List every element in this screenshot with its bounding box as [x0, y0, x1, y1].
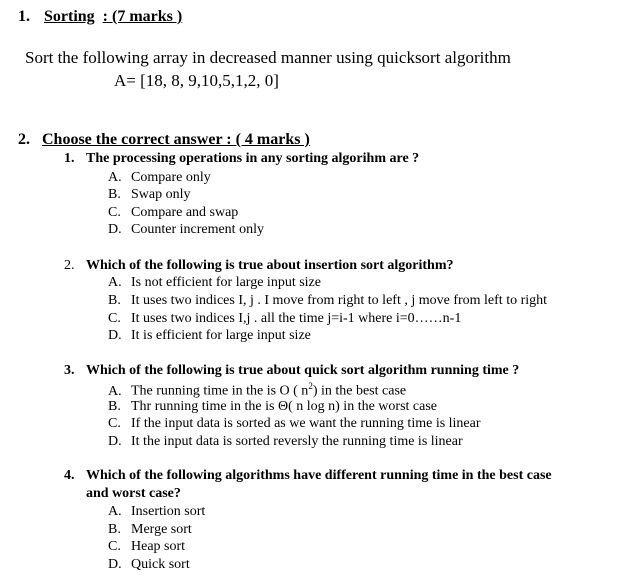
q4-option-a — [108, 504, 205, 520]
q2-option-a — [108, 275, 321, 291]
q3-option-c — [108, 416, 481, 432]
q2-option-b — [108, 293, 547, 309]
option-letter: A. — [108, 383, 122, 399]
option-letter: D. — [108, 222, 122, 237]
section2-number: 2. — [18, 131, 30, 148]
question-text: The processing operations in any sorting algorihm are ? — [86, 151, 420, 166]
section2-title: Choose the correct answer : ( 4 marks ) — [42, 131, 310, 148]
question-number: 2. — [64, 258, 75, 273]
question-text: Which of the following is true about quick sort algorithm running time ? — [86, 363, 520, 378]
option-letter: D. — [108, 434, 122, 449]
option-text: Heap sort — [131, 539, 186, 554]
q3-option-a — [108, 381, 406, 400]
option-letter: B. — [108, 399, 121, 414]
option-letter: A. — [108, 504, 122, 519]
option-letter: C. — [108, 205, 121, 220]
option-text: Counter increment only — [131, 222, 264, 237]
option-text: If the input data is sorted as we want the running time is linear — [131, 416, 481, 431]
q1-option-b — [108, 187, 191, 203]
q3-option-d — [108, 434, 463, 450]
option-text: It is efficient for large input size — [131, 328, 311, 343]
option-text: Is not efficient for large input size — [131, 275, 321, 290]
option-letter: A. — [108, 170, 122, 185]
section1-marks: : (7 marks ) — [102, 8, 183, 25]
q4-option-b — [108, 522, 192, 538]
question-number: 3. — [64, 363, 75, 378]
question-text: Which of the following is true about insertion sort algorithm? — [86, 258, 454, 273]
question-number: 1. — [64, 151, 75, 166]
option-letter: C. — [108, 311, 121, 326]
option-text: Swap only — [131, 187, 191, 202]
question-4-line2: and worst case? — [86, 486, 181, 501]
option-letter: B. — [108, 293, 121, 308]
question-3 — [64, 363, 519, 379]
option-text-post: ) in the best case — [312, 383, 407, 399]
option-text: Merge sort — [131, 522, 192, 537]
option-text: Compare only — [131, 170, 211, 185]
question-4 — [64, 468, 552, 484]
option-text-pre: The running time in the is O ( n — [131, 383, 309, 399]
section1-number: 1. — [18, 8, 30, 25]
section2-heading — [18, 131, 310, 149]
option-text: Insertion sort — [131, 504, 206, 519]
section1-heading — [18, 8, 182, 26]
option-text: It the input data is sorted reversly the running time is linear — [131, 434, 463, 449]
option-text: It uses two indices I,j . all the time j=i-1 where i=0……n-1 — [131, 311, 462, 326]
question-text-line1: Which of the following algorithms have different running time in the best case — [86, 468, 552, 483]
section1-instruction: Sort the following array in decreased manner using quicksort algorithm — [25, 48, 511, 67]
option-letter: D. — [108, 328, 122, 343]
option-superscript: 2 — [308, 381, 313, 391]
question-1 — [64, 151, 419, 167]
section1-title: Sorting — [44, 8, 95, 25]
q2-option-c — [108, 311, 461, 327]
q4-option-c — [108, 539, 185, 555]
question-2 — [64, 258, 454, 274]
option-letter: C. — [108, 539, 121, 554]
option-letter: A. — [108, 275, 122, 290]
question-number: 4. — [64, 468, 75, 483]
option-letter: B. — [108, 522, 121, 537]
q1-option-d — [108, 222, 264, 238]
option-text: Thr running time in the is Θ( n log n) in the worst case — [131, 399, 437, 414]
q1-option-c — [108, 205, 238, 221]
q3-option-b — [108, 399, 437, 415]
option-letter: B. — [108, 187, 121, 202]
q4-option-d — [108, 557, 190, 573]
option-text: Quick sort — [131, 557, 190, 572]
option-letter: D. — [108, 557, 122, 572]
q2-option-d — [108, 328, 311, 344]
option-letter: C. — [108, 416, 121, 431]
section1-array: A= [18, 8, 9,10,5,1,2, 0] — [114, 71, 279, 90]
option-text: Compare and swap — [131, 205, 239, 220]
option-text: It uses two indices I, j . I move from right to left , j move from left to right — [131, 293, 548, 308]
q1-option-a — [108, 170, 211, 186]
